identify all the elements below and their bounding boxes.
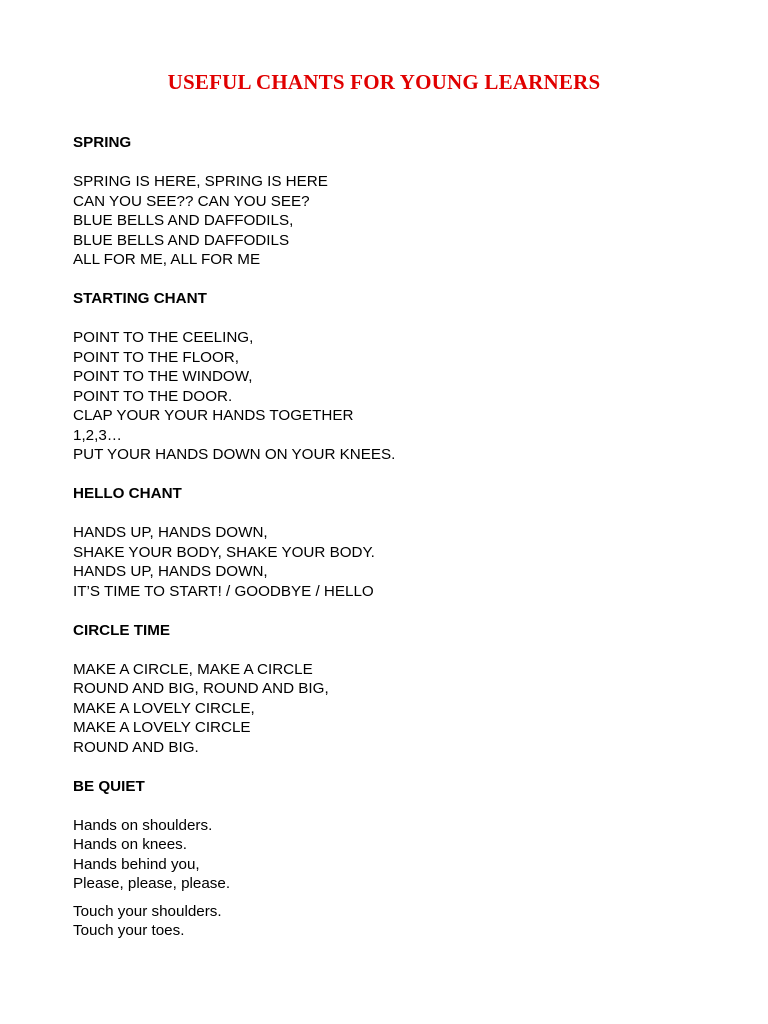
chant-stanza: [73, 523, 733, 601]
chant-line: BLUE BELLS AND DAFFODILS,: [73, 212, 294, 229]
chant-line: 1,2,3…: [73, 426, 122, 444]
chant-line: CLAP YOUR YOUR HANDS TOGETHER: [73, 407, 354, 424]
chant-line: Touch your shoulders.: [73, 902, 222, 920]
chant-line: HANDS UP, HANDS DOWN,: [73, 563, 268, 580]
section-heading: STARTING CHANT: [73, 290, 207, 307]
chant-section-hello-chant: [73, 484, 733, 601]
chant-line: BLUE BELLS AND DAFFODILS: [73, 231, 290, 249]
chant-line: SPRING IS HERE, SPRING IS HERE: [73, 173, 328, 190]
chant-line: IT’S TIME TO START! / GOODBYE / HELLO: [73, 582, 374, 600]
chant-section-circle-time: [73, 621, 733, 758]
chant-line: ROUND AND BIG.: [73, 738, 199, 756]
section-heading: CIRCLE TIME: [73, 621, 171, 639]
chant-line: ALL FOR ME, ALL FOR ME: [73, 251, 261, 268]
chant-line: POINT TO THE FLOOR,: [73, 348, 239, 366]
chant-line: Hands behind you,: [73, 855, 200, 873]
chant-line: SHAKE YOUR BODY, SHAKE YOUR BODY.: [73, 543, 375, 561]
chant-section-starting-chant: [73, 289, 733, 465]
chant-line: PUT YOUR HANDS DOWN ON YOUR KNEES.: [73, 446, 396, 463]
chant-line: Hands on knees.: [73, 836, 187, 853]
section-heading: BE QUIET: [73, 777, 145, 795]
chant-line: Touch your toes.: [73, 922, 185, 939]
chant-line: Please, please, please.: [73, 875, 231, 892]
section-heading: HELLO CHANT: [73, 485, 182, 502]
chant-line: HANDS UP, HANDS DOWN,: [73, 524, 268, 541]
document-title: USEFUL CHANTS FOR YOUNG LEARNERS: [167, 70, 601, 94]
chant-line: MAKE A LOVELY CIRCLE,: [73, 699, 255, 717]
chant-line: Hands on shoulders.: [73, 816, 213, 834]
chant-line: POINT TO THE CEELING,: [73, 329, 254, 346]
chant-line: CAN YOU SEE?? CAN YOU SEE?: [73, 192, 310, 210]
document-body: [73, 133, 733, 960]
chant-stanza: [73, 816, 733, 894]
chant-section-be-quiet: [73, 777, 733, 941]
chant-stanza: [73, 172, 733, 270]
chant-section-spring: [73, 133, 733, 270]
chant-stanza: [73, 328, 733, 465]
chant-line: POINT TO THE WINDOW,: [73, 368, 253, 385]
chant-line: POINT TO THE DOOR.: [73, 387, 233, 405]
chant-line: MAKE A CIRCLE, MAKE A CIRCLE: [73, 660, 313, 678]
chant-stanza: [73, 902, 733, 941]
chant-stanza: [73, 660, 733, 758]
chant-line: ROUND AND BIG, ROUND AND BIG,: [73, 680, 329, 697]
chant-line: MAKE A LOVELY CIRCLE: [73, 719, 251, 736]
section-heading: SPRING: [73, 134, 132, 151]
